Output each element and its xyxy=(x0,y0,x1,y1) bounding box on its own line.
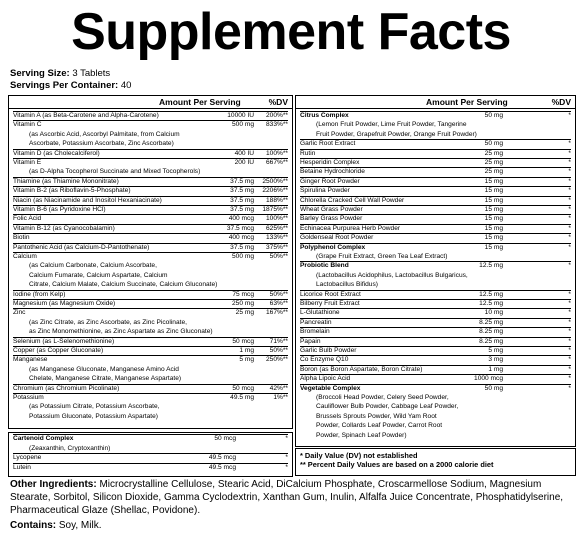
nutrient-amount: 37.5 mg xyxy=(230,187,254,195)
nutrient-name: Chromium (as Chromium Picolinate) xyxy=(13,384,120,392)
nutrient-name: Vitamin E xyxy=(13,159,42,166)
nutrient-dv: 50%** xyxy=(269,290,288,298)
nutrient-amount: 5 mg xyxy=(239,356,254,364)
nutrient-name: as Zinc Monomethionine, as Zinc Aspartate as Zinc Gluconate) xyxy=(29,328,213,336)
dv-header: %DV xyxy=(268,97,288,107)
nutrient-name: Powder, Collards Leaf Powder, Carrot Root xyxy=(316,422,443,430)
nutrient-dv: * xyxy=(568,328,571,336)
nutrient-name: Citrus Complex xyxy=(300,112,349,119)
nutrient-amount: 1 mg xyxy=(239,347,254,354)
nutrient-amount: 200 IU xyxy=(234,159,254,166)
dv-header: %DV xyxy=(551,97,571,107)
nutrient-amount: 50 mcg xyxy=(232,337,254,345)
nutrient-name: Fruit Powder, Grapefruit Powder, Orange Fruit Powder) xyxy=(316,130,477,138)
contains-label: Contains: xyxy=(10,520,57,531)
nutrient-dv: * xyxy=(568,337,571,345)
nutrient-dv: 50%** xyxy=(269,347,288,354)
nutrient-name: (as Ascorbic Acid, Ascorbyl Palmitate, from Calcium xyxy=(29,130,180,138)
nutrient-name: Vitamin D (as Cholecalciferol) xyxy=(13,149,100,157)
nutrient-dv: * xyxy=(568,234,571,242)
nutrient-amount: 3 mg xyxy=(488,356,503,364)
nutrient-amount: 500 mg xyxy=(232,253,254,260)
nutrient-name: Niacin (as Niacinamide and Inositol Hexaniacinate) xyxy=(13,196,162,204)
nutrient-amount: 5 mg xyxy=(488,347,503,354)
nutrient-dv: 71%** xyxy=(269,337,288,345)
nutrient-amount: 25 mg xyxy=(235,309,254,317)
nutrient-amount: 8.25 mg xyxy=(479,318,503,326)
nutrient-name: Pantothenic Acid (as Calcium-D-Pantothenate) xyxy=(13,243,150,251)
nutrient-dv: * xyxy=(568,365,571,373)
footnote-dv-not-established: * Daily Value (DV) not established xyxy=(300,451,418,460)
nutrient-dv: 625%** xyxy=(266,224,288,232)
nutrient-name: Iodine (from Kelp) xyxy=(13,290,66,298)
nutrient-name: Bilberry Fruit Extract xyxy=(300,300,360,307)
nutrient-amount: 250 mg xyxy=(232,300,254,307)
nutrient-amount: 37.5 mg xyxy=(230,177,254,185)
nutrient-dv: * xyxy=(568,112,571,119)
servings-per-container xyxy=(10,80,131,92)
nutrient-amount: 50 mcg xyxy=(214,435,236,442)
nutrient-name: Papain xyxy=(300,337,321,345)
nutrient-name: (as Potassium Citrate, Potassium Ascorbate, xyxy=(29,403,160,411)
nutrient-dv: * xyxy=(568,243,571,251)
nutrient-amount: 37.5 mg xyxy=(230,243,254,251)
nutrient-amount: 400 mcg xyxy=(228,215,254,223)
nutrient-amount: 37.5 mg xyxy=(230,196,254,204)
contains xyxy=(10,519,574,532)
nutrient-dv: * xyxy=(568,159,571,166)
nutrient-dv: 250%** xyxy=(266,356,288,364)
nutrient-amount: 15 mg xyxy=(484,196,503,204)
nutrient-name: Betaine Hydrochloride xyxy=(300,168,365,176)
nutrient-name: Folic Acid xyxy=(13,215,42,223)
nutrient-name: Ginger Root Powder xyxy=(300,177,360,185)
nutrient-name: Vitamin B-12 (as Cyanocobalamin) xyxy=(13,224,115,232)
nutrient-name: (as Zinc Citrate, as Zinc Ascorbate, as Zinc Picolinate, xyxy=(29,318,187,326)
nutrient-amount: 12.5 mg xyxy=(479,262,503,270)
nutrient-dv: * xyxy=(568,187,571,195)
nutrient-dv: 2500%** xyxy=(262,177,288,185)
nutrient-amount: 50 mg xyxy=(484,112,503,119)
nutrient-amount: 1000 mcg xyxy=(474,375,503,383)
nutrient-name: (Lemon Fruit Powder, Lime Fruit Powder, Tangerine xyxy=(316,121,467,129)
nutrient-name: Vitamin B-2 (as Riboflavin-5-Phosphate) xyxy=(13,187,131,195)
nutrient-name: Biotin xyxy=(13,234,30,242)
nutrient-name: Brussels Sprouts Powder, Wild Yam Root xyxy=(316,412,437,420)
nutrient-dv: * xyxy=(568,262,571,270)
nutrient-dv: 188%** xyxy=(266,196,288,204)
herbal-blend-panel xyxy=(295,95,576,447)
other-ingredients-text: Microcrystalline Cellulose, Stearic Acid, DiCalcium Phosphate, Croscarmellose Sodium, Magnesium Stearate, Sorbitol, Silicon Dioxide, Gamma Cyclodextrin, Xanthan Gum, Inulin, Alfalfa Juice Concentrate, Phosphatidylserine, Pharmaceutical Glaze (Shellac, Povidone). xyxy=(10,479,564,516)
nutrient-dv: * xyxy=(568,149,571,157)
nutrient-name: Calcium xyxy=(13,253,37,260)
nutrient-dv: 42%** xyxy=(269,384,288,392)
amount-per-serving-header: Amount Per Serving xyxy=(426,97,508,107)
nutrient-name: Spirulina Powder xyxy=(300,187,350,195)
nutrient-dv: 100%** xyxy=(266,149,288,157)
nutrient-name: Barley Grass Powder xyxy=(300,215,363,223)
nutrient-amount: 15 mg xyxy=(484,215,503,223)
page-title: Supplement Facts xyxy=(71,3,511,61)
nutrient-amount: 10 mg xyxy=(484,309,503,317)
nutrient-dv: 63%** xyxy=(269,300,288,307)
nutrient-dv: * xyxy=(568,290,571,298)
other-ingredients xyxy=(10,478,574,517)
left-column-header xyxy=(9,96,292,109)
nutrient-name: Pancreatin xyxy=(300,318,332,326)
nutrient-amount: 25 mg xyxy=(484,168,503,176)
nutrient-amount: 15 mg xyxy=(484,177,503,185)
nutrient-amount: 49.5 mg xyxy=(230,394,254,401)
nutrient-name: Garlic Bulb Powder xyxy=(300,347,357,354)
nutrient-name: Alpha Lipoic Acid xyxy=(300,375,351,383)
nutrient-name: Goldenseal Root Powder xyxy=(300,234,374,242)
serving-size-label: Serving Size: xyxy=(10,68,70,79)
nutrient-amount: 75 mcg xyxy=(232,290,254,298)
nutrient-name: L-Glutathione xyxy=(300,309,340,317)
nutrient-name: (as D-Alpha Tocopherol Succinate and Mixed Tocopherols) xyxy=(29,168,201,176)
nutrient-amount: 50 mcg xyxy=(232,384,254,392)
nutrient-name: (as Calcium Carbonate, Calcium Ascorbate, xyxy=(29,262,157,270)
nutrient-dv: 667%** xyxy=(266,159,288,166)
nutrient-amount: 400 mcg xyxy=(228,234,254,242)
nutrient-name: Selenium (as L-Selenomethionine) xyxy=(13,337,115,345)
nutrient-name: Copper (as Copper Gluconate) xyxy=(13,347,104,354)
nutrient-amount: 25 mg xyxy=(484,149,503,157)
nutrient-amount: 500 mg xyxy=(232,121,254,129)
nutrient-amount: 15 mg xyxy=(484,187,503,195)
nutrient-dv: * xyxy=(568,347,571,354)
nutrient-name: Lutein xyxy=(13,463,31,471)
nutrient-dv: * xyxy=(568,140,571,148)
right-column-header xyxy=(296,96,575,109)
carotenoid-panel xyxy=(8,432,293,477)
nutrient-dv: 1%** xyxy=(273,394,288,401)
servings-value: 40 xyxy=(120,80,132,91)
nutrient-name: Lycopene xyxy=(13,454,42,462)
nutrient-name: Thiamine (as Thiamine Mononitrate) xyxy=(13,177,119,185)
nutrient-amount: 37.5 mg xyxy=(230,206,254,213)
nutrient-amount: 15 mg xyxy=(484,206,503,213)
nutrient-amount: 8.25 mg xyxy=(479,337,503,345)
nutrient-name: (Grape Fruit Extract, Green Tea Leaf Extract) xyxy=(316,253,448,260)
contains-text: Soy, Milk. xyxy=(58,520,102,531)
footnotes-panel xyxy=(295,448,576,476)
nutrient-dv: 100%** xyxy=(266,215,288,223)
nutrient-dv: 133%** xyxy=(266,234,288,242)
nutrient-name: Citrate, Calcium Malate, Calcium Succinate, Calcium Gluconate) xyxy=(29,281,218,289)
serving-size-value: 3 Tablets xyxy=(72,68,111,79)
nutrient-dv: 2206%** xyxy=(262,187,288,195)
nutrient-name: Powder, Spinach Leaf Powder) xyxy=(316,431,407,439)
nutrient-dv: * xyxy=(568,384,571,392)
nutrient-name: Licorice Root Extract xyxy=(300,290,361,298)
nutrient-amount: 15 mg xyxy=(484,243,503,251)
nutrient-dv: * xyxy=(568,206,571,213)
nutrient-name: Garlic Root Extract xyxy=(300,140,356,148)
nutrient-dv: * xyxy=(568,375,571,383)
nutrient-dv: * xyxy=(568,318,571,326)
nutrient-name: Probiotic Blend xyxy=(300,262,349,270)
vitamins-minerals-panel xyxy=(8,95,293,429)
nutrient-amount: 50 mg xyxy=(484,384,503,392)
nutrient-amount: 8.25 mg xyxy=(479,328,503,336)
nutrient-amount: 49.5 mcg xyxy=(208,463,236,471)
nutrient-dv: * xyxy=(568,168,571,176)
nutrient-dv: 375%** xyxy=(266,243,288,251)
nutrient-dv: * xyxy=(568,300,571,307)
nutrient-name: Zinc xyxy=(13,309,26,317)
nutrient-name: Cartenoid Complex xyxy=(13,435,74,442)
nutrient-name: Rutin xyxy=(300,149,316,157)
nutrient-name: (Zeaxanthin, Cryptoxanthin) xyxy=(29,444,111,452)
nutrient-dv: * xyxy=(285,435,288,442)
nutrient-name: (Lactobacillus Acidophilus, Lactobacillus Bulgaricus, xyxy=(316,271,468,279)
nutrient-name: Vegetable Complex xyxy=(300,384,361,392)
nutrient-name: Chlorella Cracked Cell Wall Powder xyxy=(300,196,405,204)
nutrient-dv: * xyxy=(568,196,571,204)
nutrient-name: Vitamin C xyxy=(13,121,42,129)
nutrient-dv: * xyxy=(285,463,288,471)
nutrient-amount: 37.5 mcg xyxy=(226,224,254,232)
nutrient-dv: * xyxy=(568,177,571,185)
amount-per-serving-header: Amount Per Serving xyxy=(159,97,241,107)
nutrient-name: Manganese xyxy=(13,356,48,364)
other-ingredients-label: Other Ingredients: xyxy=(10,479,97,490)
nutrient-name: Boron (as Boron Aspartate, Boron Citrate) xyxy=(300,365,423,373)
nutrient-dv: * xyxy=(568,224,571,232)
nutrient-name: (as Manganese Gluconate, Manganese Amino Acid xyxy=(29,365,179,373)
footnote-percent-dv: ** Percent Daily Values are based on a 2000 calorie diet xyxy=(300,460,494,469)
nutrient-dv: * xyxy=(568,356,571,364)
nutrient-name: Bromelain xyxy=(300,328,330,336)
nutrient-name: Magnesium (as Magnesium Oxide) xyxy=(13,300,116,307)
nutrient-amount: 1 mg xyxy=(488,365,503,373)
nutrient-amount: 12.5 mg xyxy=(479,290,503,298)
nutrient-amount: 49.5 mcg xyxy=(208,454,236,462)
nutrient-name: Co Enzyme Q10 xyxy=(300,356,349,364)
nutrient-amount: 400 IU xyxy=(234,149,254,157)
nutrient-name: Calcium Fumarate, Calcium Aspartate, Calcium xyxy=(29,271,168,279)
nutrient-name: Potassium Gluconate, Potassium Aspartate) xyxy=(29,412,159,420)
nutrient-name: Polyphenol Complex xyxy=(300,243,366,251)
nutrient-amount: 12.5 mg xyxy=(479,300,503,307)
nutrient-dv: 200%** xyxy=(266,112,288,119)
nutrient-amount: 15 mg xyxy=(484,224,503,232)
nutrient-amount: 50 mg xyxy=(484,140,503,148)
nutrient-name: (Broccoli Head Powder, Celery Seed Powder, xyxy=(316,394,449,401)
nutrient-name: Hesperidin Complex xyxy=(300,159,360,166)
nutrient-amount: 10000 IU xyxy=(227,112,254,119)
nutrient-dv: * xyxy=(568,309,571,317)
nutrient-name: Cauliflower Bulb Powder, Cabbage Leaf Powder, xyxy=(316,403,459,411)
nutrient-amount: 15 mg xyxy=(484,234,503,242)
nutrient-name: Lactobacillus Bifidus) xyxy=(316,281,378,289)
nutrient-dv: * xyxy=(285,454,288,462)
nutrient-name: Vitamin B-6 (as Pyridoxine HCl) xyxy=(13,206,106,213)
nutrient-dv: 833%** xyxy=(266,121,288,129)
nutrient-name: Echinacea Purpurea Herb Powder xyxy=(300,224,401,232)
nutrient-dv: 1875%** xyxy=(262,206,288,213)
nutrient-name: Wheat Grass Powder xyxy=(300,206,363,213)
nutrient-dv: * xyxy=(568,215,571,223)
serving-size xyxy=(10,68,110,80)
nutrient-name: Chelate, Manganese Citrate, Manganese Aspartate) xyxy=(29,375,182,383)
nutrient-dv: 167%** xyxy=(266,309,288,317)
nutrient-dv: 50%** xyxy=(269,253,288,260)
nutrient-name: Potassium xyxy=(13,394,44,401)
nutrient-name: Vitamin A (as Beta-Carotene and Alpha-Carotene) xyxy=(13,112,159,119)
nutrient-name: Ascorbate, Potassium Ascorbate, Zinc Ascorbate) xyxy=(29,140,174,148)
servings-label: Servings Per Container: xyxy=(10,80,119,91)
nutrient-amount: 25 mg xyxy=(484,159,503,166)
